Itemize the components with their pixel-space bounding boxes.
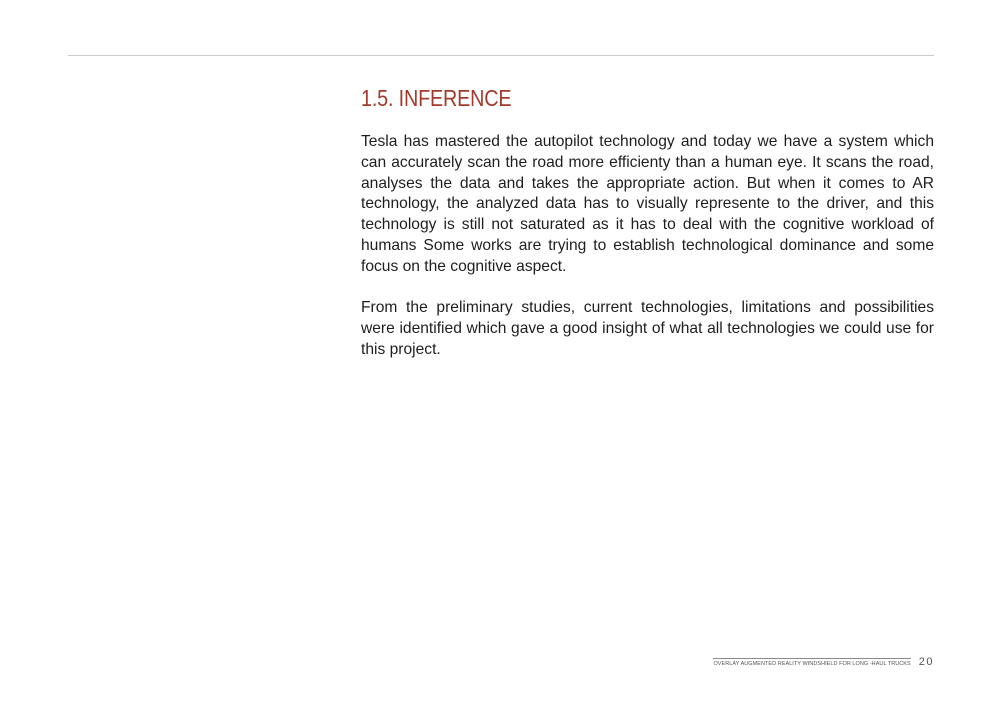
footer-document-title: OVERLAY AUGMENTED REALITY WINDSHIELD FOR LONG -HAUL TRUCKS — [713, 661, 911, 667]
header-divider — [68, 55, 934, 56]
section-inference — [361, 84, 934, 361]
page-footer — [713, 656, 934, 668]
footer-rule — [713, 658, 910, 668]
page-number: 20 — [918, 656, 934, 668]
section-heading: 1.5. INFERENCE — [361, 85, 512, 111]
body-paragraph: Tesla has mastered the autopilot technology and today we have a system which can accurately scan the road more efficienty than a human eye. It scans the road, analyses the data and takes the appropriate action. But when it comes to AR technology, the analyzed data has to visually represente to the driver, and this technology is still not saturated as it has to deal with the cognitive workload of humans Some works are trying to establish technological dominance and some focus on the cognitive aspect. — [361, 133, 934, 275]
body-paragraph: From the preliminary studies, current technologies, limitations and possibilities were identified which gave a good insight of what all technologies we could use for this project. — [361, 299, 934, 358]
